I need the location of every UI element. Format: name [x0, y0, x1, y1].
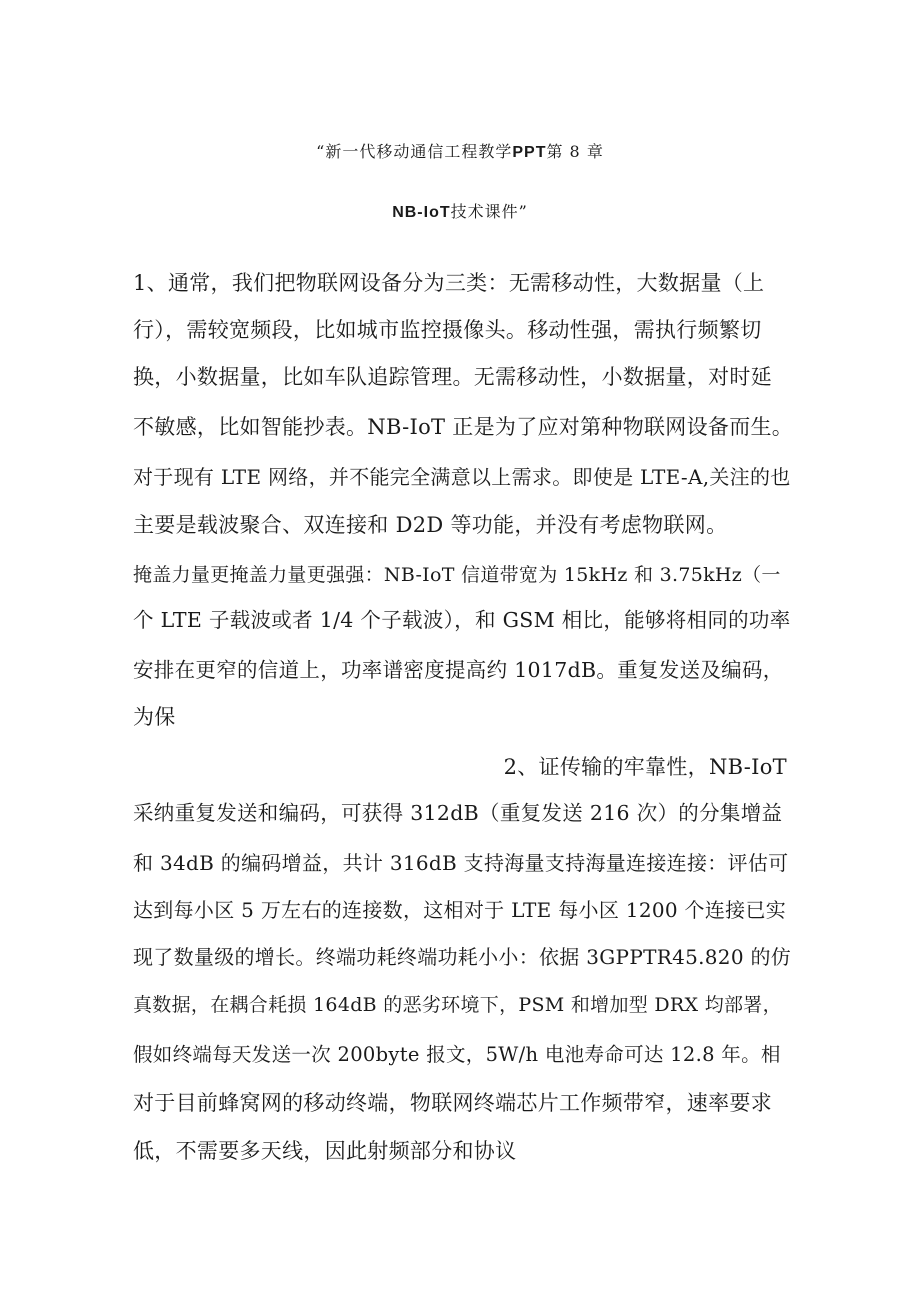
paragraph-line: 真数据，在耦合耗损 164dB 的恶劣环境下，PSM 和增加型 DRX 均部署，: [133, 994, 782, 1016]
paragraph-line: 和 34dB 的编码增益，共计 316dB 支持海量支持海量连接连接：评估可: [133, 851, 789, 875]
paragraph-line: 行），需较宽频段，比如城市监控摄像头。移动性强，需执行频繁切: [133, 318, 762, 342]
paragraph-line: 掩盖力量更掩盖力量更强强：NB-IoT 信道带宽为 15kHz 和 3.75kHz（一: [133, 564, 781, 586]
title-line1-latin: PPT: [512, 144, 547, 161]
paragraph-line: 安排在更窄的信道上，功率谱密度提高约 1017dB。重复发送及编码，: [133, 658, 784, 682]
paragraph-line: 2、证传输的牢靠性，NB-IoT: [503, 755, 787, 779]
title-line1-prefix: “新一代移动通信工程教学: [316, 142, 513, 161]
document-title-line-2: [0, 182, 920, 243]
paragraph-line: 主要是载波聚合、双连接和 D2D 等功能，并没有考虑物联网。: [133, 513, 728, 537]
paragraph-line: 1、通常，我们把物联网设备分为三类：无需移动性，大数据量（上: [133, 271, 765, 295]
document-title-line-1: [0, 122, 920, 183]
paragraph-line: 现了数量级的增长。终端功耗终端功耗小小：依据 3GPPTR45.820 的仿: [133, 945, 792, 969]
paragraph-line: 达到每小区 5 万左右的连接数，这相对于 LTE 每小区 1200 个连接已实: [133, 898, 787, 922]
paragraph-line: 采纳重复发送和编码，可获得 312dB（重复发送 216 次）的分集增益: [133, 801, 783, 825]
paragraph-line: 个 LTE 子载波或者 1/4 个子载波），和 GSM 相比，能够将相同的功率: [133, 608, 791, 632]
title-line2-suffix: 技术课件”: [450, 202, 528, 221]
paragraph-line: 换，小数据量，比如车队追踪管理。无需移动性，小数据量，对时延: [133, 365, 772, 389]
title-line1-suffix: 第 8 章: [546, 142, 604, 161]
paragraph-line: 对于目前蜂窝网的移动终端，物联网终端芯片工作频带窄，速率要求: [133, 1091, 772, 1115]
paragraph-line: 对于现有 LTE 网络，并不能完全满意以上需求。即使是 LTE-A,关注的也: [133, 465, 791, 489]
paragraph-line: 假如终端每天发送一次 200byte 报文，5W/h 电池寿命可达 12.8 年。相: [133, 1043, 781, 1066]
paragraph-line: 为保: [133, 705, 176, 729]
paragraph-line: 低，不需要多天线，因此射频部分和协议: [133, 1139, 517, 1163]
title-line2-latin: NB-IoT: [392, 204, 451, 221]
paragraph-line: 不敏感，比如智能抄表。NB-IoT 正是为了应对第种物联网设备而生。: [133, 415, 794, 439]
